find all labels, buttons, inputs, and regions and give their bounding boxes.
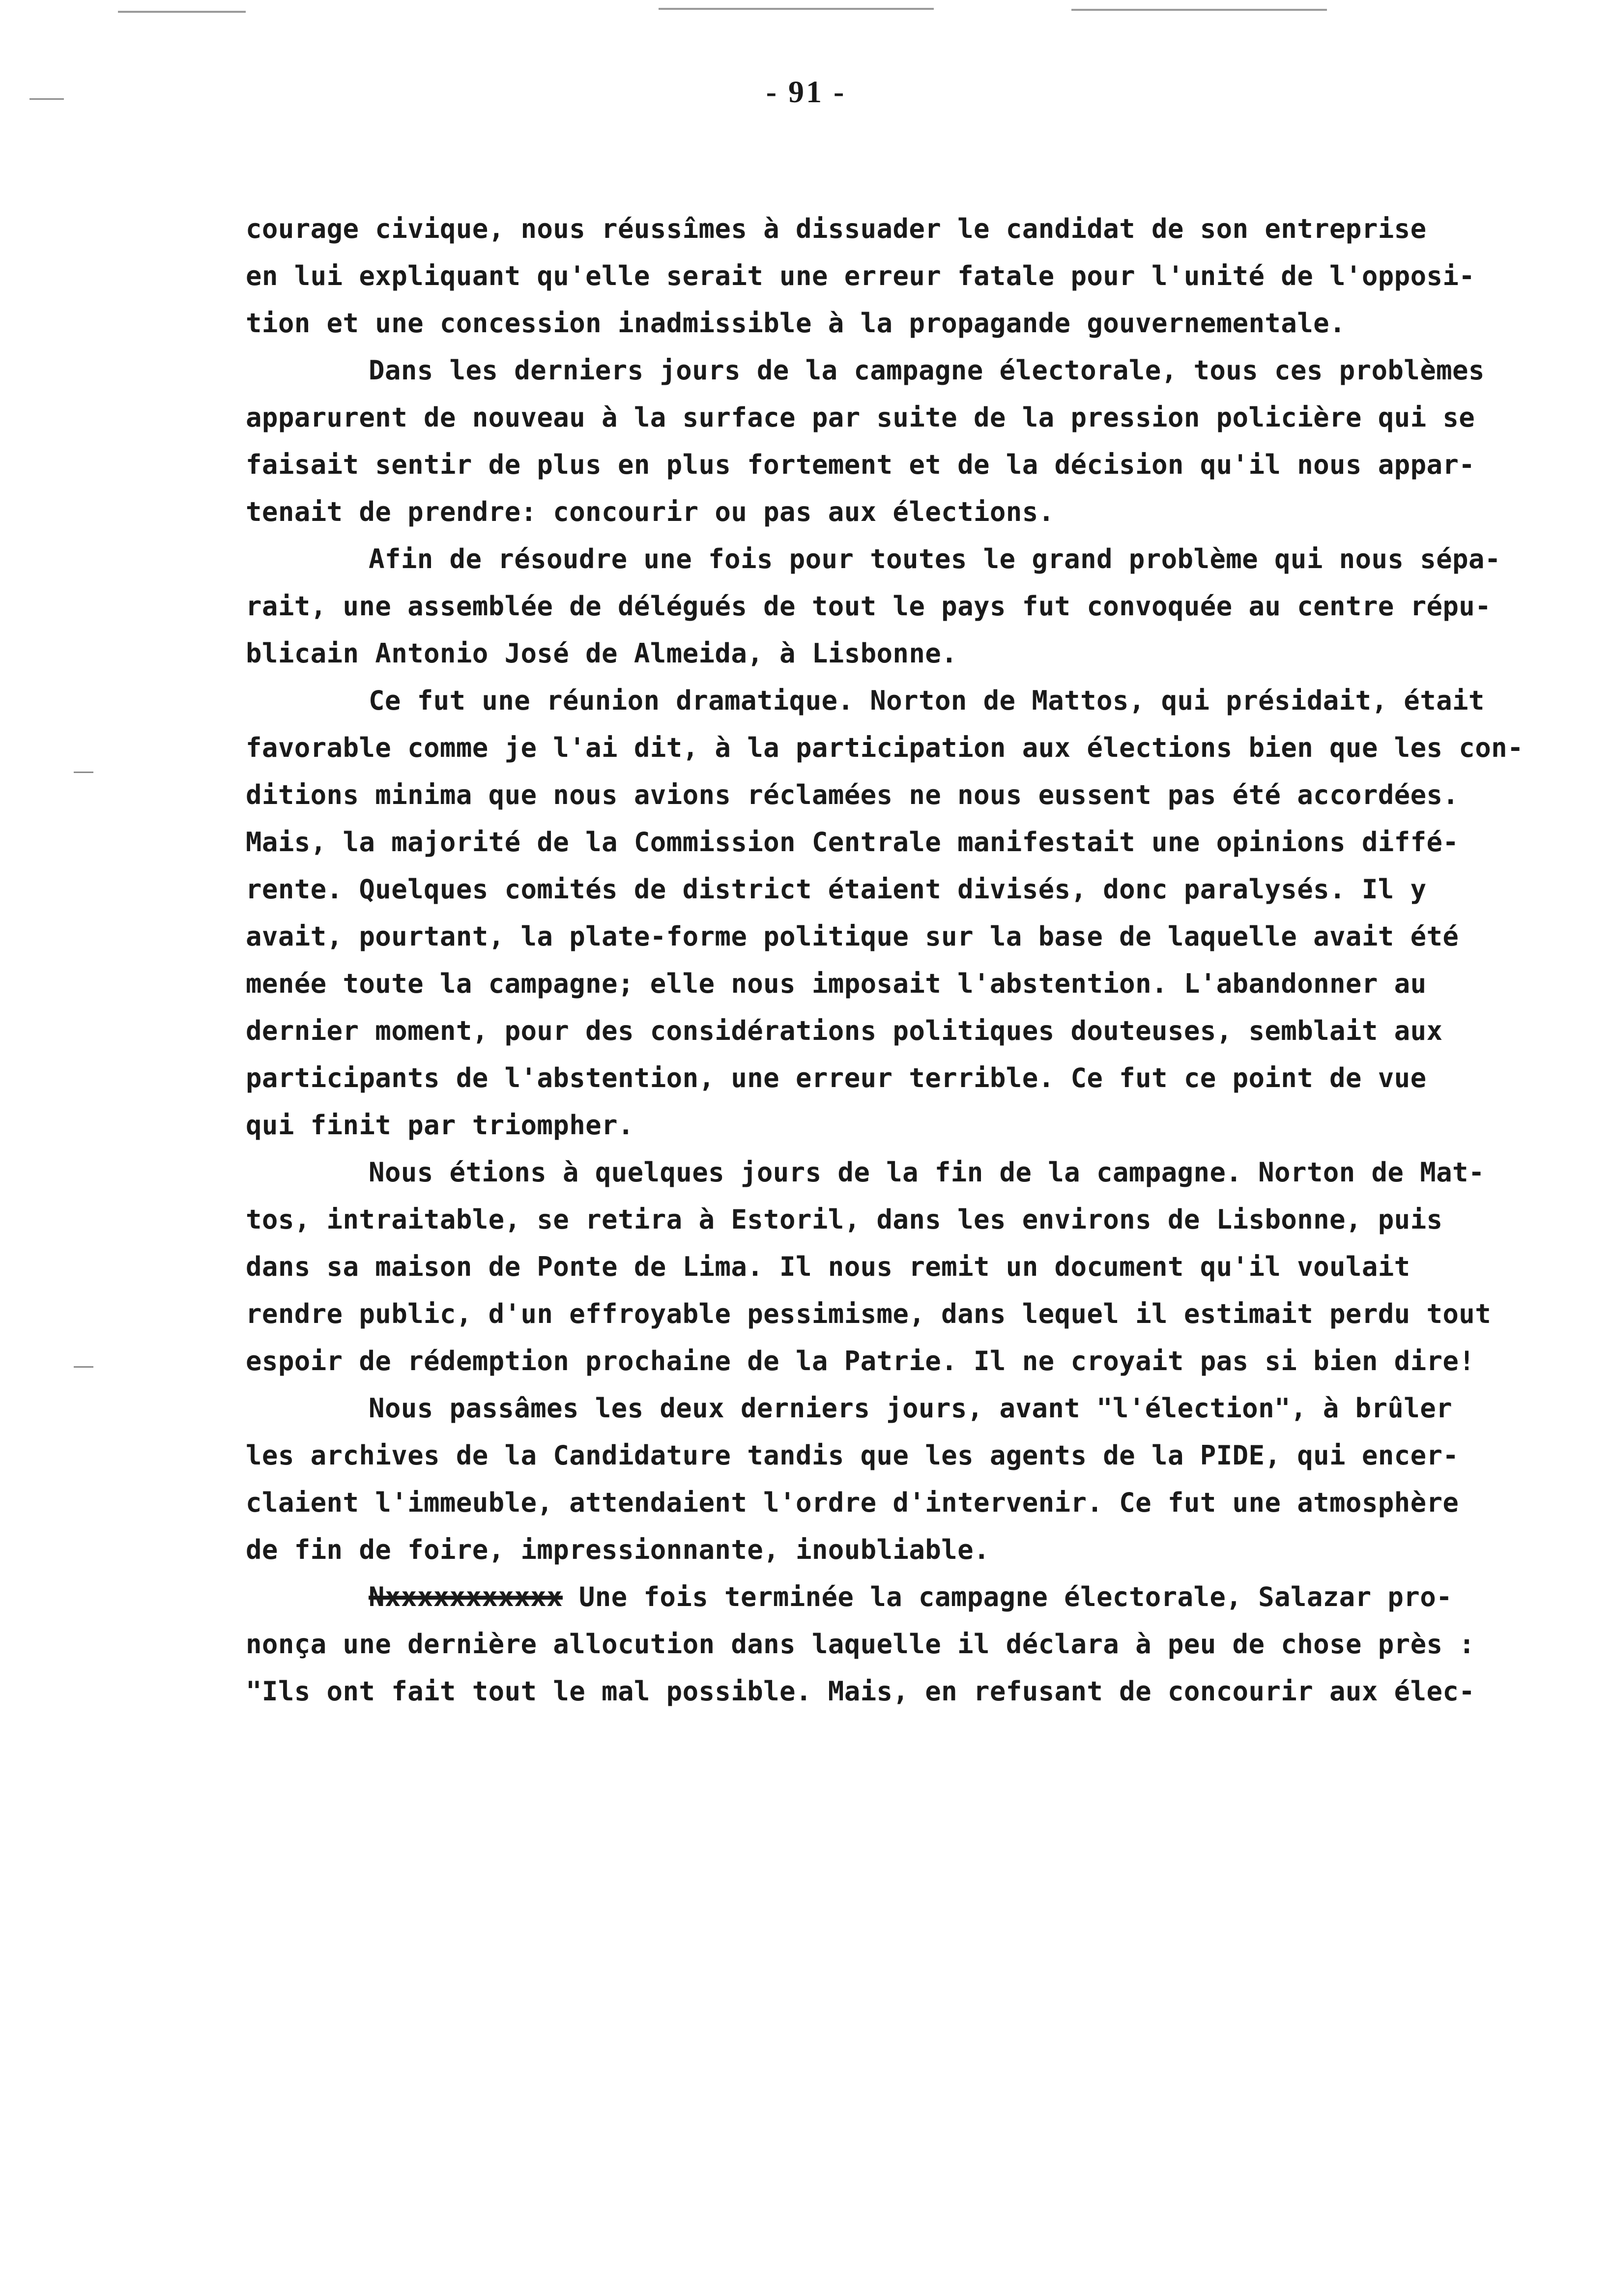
text-line: avait, pourtant, la plate-forme politique sur la base de laquelle avait été [246,921,1459,952]
text-line: blicain Antonio José de Almeida, à Lisbonne. [246,638,958,669]
text-line-with-strikeout [246,1574,1573,1621]
struck-out-word: Nxxxxxxxxxxx [369,1581,563,1612]
text-line: rente. Quelques comités de district étaient divisés, donc paralysés. Il y [246,874,1427,905]
text-line: faisait sentir de plus en plus fortement et de la décision qu'il nous appar- [246,449,1475,480]
text-line: dernier moment, pour des considérations politiques douteuses, semblait aux [246,1015,1443,1046]
text-line: "Ils ont fait tout le mal possible. Mais, en refusant de concourir aux élec- [246,1676,1475,1707]
text-line: tion et une concession inadmissible à la propagande gouvernementale. [246,308,1346,339]
text-line: tos, intraitable, se retira à Estoril, dans les environs de Lisbonne, puis [246,1204,1443,1235]
text-line: participants de l'abstention, une erreur terrible. Ce fut ce point de vue [246,1062,1427,1093]
text-line: courage civique, nous réussîmes à dissuader le candidat de son entreprise [246,213,1427,244]
text-line: Afin de résoudre une fois pour toutes le grand problème qui nous sépa- [369,544,1501,574]
text-line: Nous étions à quelques jours de la fin de la campagne. Norton de Mat- [369,1157,1485,1188]
text-line: apparurent de nouveau à la surface par suite de la pression policière qui se [246,402,1475,433]
text-line: espoir de rédemption prochaine de la Patrie. Il ne croyait pas si bien dire! [246,1346,1475,1377]
text-line: les archives de la Candidature tandis que les agents de la PIDE, qui encer- [246,1440,1459,1471]
text-line: Nous passâmes les deux derniers jours, avant "l'élection", à brûler [369,1393,1453,1424]
text-line: ditions minima que nous avions réclamées ne nous eussent pas été accordées. [246,779,1459,810]
text-line: claient l'immeuble, attendaient l'ordre d'intervenir. Ce fut une atmosphère [246,1487,1459,1518]
text-line: qui finit par triompher. [246,1110,634,1141]
text-line: de fin de foire, impressionnante, inoubliable. [246,1534,990,1565]
top-rule-center [659,8,934,10]
text-line: rendre public, d'un effroyable pessimisme, dans lequel il estimait perdu tout [246,1298,1492,1329]
top-rule-left [118,11,246,13]
text-line: Dans les derniers jours de la campagne électorale, tous ces problèmes [369,355,1485,386]
text-line: Ce fut une réunion dramatique. Norton de Mattos, qui présidait, était [369,685,1485,716]
margin-mark-2 [74,772,93,773]
text-line: Mais, la majorité de la Commission Centrale manifestait une opinions diffé- [246,827,1459,858]
body-text [246,205,1573,1715]
text-line: dans sa maison de Ponte de Lima. Il nous remit un document qu'il voulait [246,1251,1410,1282]
text-line: menée toute la campagne; elle nous imposait l'abstention. L'abandonner au [246,968,1427,999]
text-line: en lui expliquant qu'elle serait une erreur fatale pour l'unité de l'opposi- [246,260,1475,291]
top-rule-right [1071,9,1327,11]
text-line: tenait de prendre: concourir ou pas aux élections. [246,496,1055,527]
text-line: favorable comme je l'ai dit, à la participation aux élections bien que les con- [246,732,1524,763]
margin-mark-3 [74,1366,93,1368]
text-line: rait, une assemblée de délégués de tout le pays fut convoquée au centre répu- [246,591,1492,622]
page-number: - 91 - [766,74,846,109]
text-line: nonça une dernière allocution dans laquelle il déclara à peu de chose près : [246,1629,1475,1660]
text-line-rest: Une fois terminée la campagne électorale, Salazar pro- [578,1581,1453,1612]
